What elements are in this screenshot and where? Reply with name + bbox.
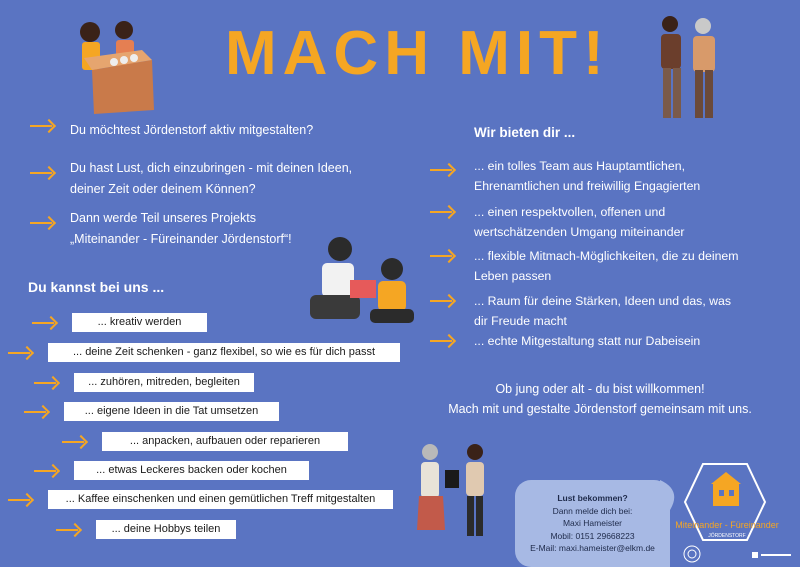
arrow-right-icon	[34, 377, 60, 389]
arrow-right-icon	[8, 347, 34, 359]
intro-text: Du hast Lust, dich einzubringen - mit deinen Ideen, deiner Zeit oder deinem Können?	[70, 161, 353, 196]
bubble-notch	[660, 480, 682, 540]
arrow-right-icon	[430, 206, 456, 218]
arrow-right-icon	[32, 317, 58, 329]
list-item-label: ... kreativ werden	[72, 313, 207, 332]
contact-mobile: Mobil: 0151 29668223	[550, 530, 635, 541]
arrow-right-icon	[8, 494, 34, 506]
right-heading: Wir bieten dir ...	[474, 125, 576, 140]
reading-together-illustration	[300, 235, 420, 330]
left-heading: Du kannst bei uns ...	[28, 279, 165, 295]
arrow-right-icon	[62, 436, 88, 448]
contact-name: Maxi Hameister	[562, 518, 623, 528]
contact-line: Dann melde dich bei:	[552, 505, 633, 516]
arrow-right-icon	[56, 524, 82, 536]
intro-text: Dann werde Teil unseres Projekts „Miteinander - Füreinander Jördenstorf“!	[70, 211, 292, 246]
arrow-right-icon	[24, 406, 50, 418]
arrow-right-icon	[30, 217, 56, 229]
intro-row	[30, 158, 352, 200]
list-item	[56, 520, 236, 539]
list-item-label: ... deine Zeit schenken - ganz flexibel, so wie es für dich passt	[48, 343, 400, 362]
list-item-label: ... Kaffee einschenken und einen gemütlichen Treff mitgestalten	[48, 490, 393, 509]
logo-text: Miteinander - Füreinander	[675, 520, 779, 530]
arrow-right-icon	[30, 120, 56, 132]
list-item-label: ... zuhören, mitreden, begleiten	[74, 373, 254, 392]
helping-walk-illustration	[645, 12, 730, 127]
volunteers-illustration	[62, 10, 162, 115]
handover-illustration	[415, 440, 495, 540]
arrow-right-icon	[430, 295, 456, 307]
offer-item: ... Raum für deine Stärken, Ideen und das, was dir Freude macht	[430, 291, 731, 331]
offer-item: ... flexible Mitmach-Möglichkeiten, die zu deinem Leben passen	[430, 246, 739, 286]
project-logo	[683, 462, 767, 542]
page-title: MACH MIT!	[225, 19, 610, 88]
contact-box	[515, 480, 670, 567]
list-item	[8, 490, 393, 509]
list-item-label: ... anpacken, aufbauen oder reparieren	[102, 432, 348, 451]
list-item	[34, 373, 254, 392]
list-item	[8, 343, 400, 362]
contact-heading: Lust bekommen?	[557, 493, 628, 503]
offer-item: ... ein tolles Team aus Hauptamtlichen, Ehrenamtlichen und freiwillig Engagierten	[430, 156, 700, 196]
contact-email[interactable]: E-Mail: maxi.hameister@elkm.de	[530, 543, 655, 553]
list-item	[62, 432, 348, 451]
arrow-right-icon	[30, 167, 56, 179]
list-item	[24, 402, 279, 421]
list-item	[32, 313, 207, 332]
sponsor-logo	[752, 548, 794, 562]
seal-icon	[683, 545, 701, 563]
offer-item: ... einen respektvollen, offenen und wertschätzenden Umgang miteinander	[430, 202, 685, 242]
list-item-label: ... etwas Leckeres backen oder kochen	[74, 461, 309, 480]
arrow-right-icon	[430, 250, 456, 262]
arrow-right-icon	[430, 335, 456, 347]
list-item-label: ... deine Hobbys teilen	[96, 520, 236, 539]
intro-row	[30, 208, 292, 250]
arrow-right-icon	[430, 164, 456, 176]
list-item	[34, 461, 309, 480]
arrow-right-icon	[34, 465, 60, 477]
intro-row	[30, 120, 313, 141]
list-item-label: ... eigene Ideen in die Tat umsetzen	[64, 402, 279, 421]
logo-subtext: JÖRDENSTORF	[708, 533, 746, 539]
closing-text: Ob jung oder alt - du bist willkommen! Mach mit und gestalte Jördenstorf gemeinsam mit uns.	[448, 382, 752, 416]
offer-item: ... echte Mitgestaltung statt nur Dabeisein	[430, 331, 700, 351]
intro-text: Du möchtest Jördenstorf aktiv mitgestalten?	[70, 123, 314, 137]
